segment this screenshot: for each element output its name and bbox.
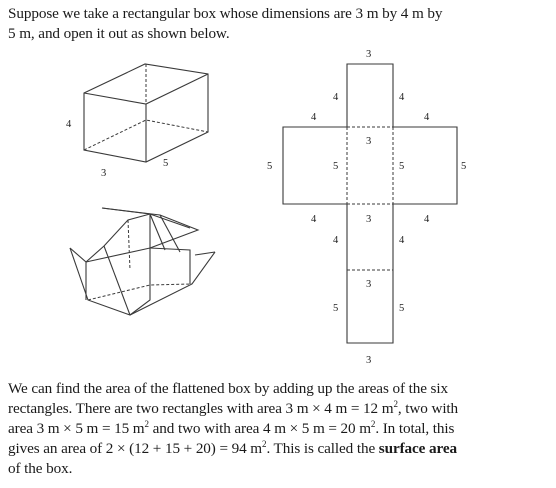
net-right-center-label: 5	[399, 161, 405, 172]
explanation-line-2: rectangles. There are two rectangles with area 3 m × 4 m = 12 m	[8, 400, 394, 417]
net-left-center-label: 5	[333, 161, 339, 172]
intro-line-1: Suppose we take a rectangular box whose dimensions are 3 m by 4 m by	[8, 5, 443, 22]
box-height-label: 4	[66, 119, 72, 130]
superscript: 2	[144, 418, 149, 429]
net-center-width-label: 3	[366, 136, 372, 147]
explanation-line-1: We can find the area of the flattened box by adding up the areas of the six	[8, 380, 448, 397]
net-right-flap-side-label: 5	[461, 161, 467, 172]
explanation-line-4: gives an area of 2 × (12 + 15 + 20) = 94 m	[8, 440, 263, 457]
superscript: 2	[393, 398, 398, 409]
explanation-line-2-end: , two with	[397, 400, 459, 417]
explanation-paragraph	[8, 379, 544, 479]
explanation-line-3: area 3 m × 5 m = 15 m	[8, 420, 145, 437]
net-left-flap-top-label: 4	[311, 112, 317, 123]
box-depth-label: 3	[101, 168, 107, 179]
opening-box-drawing	[70, 208, 215, 315]
explanation-line-3-mid: and two with area 4 m × 5 m = 20 m	[148, 420, 371, 437]
explanation-line-3-end: . In total, this	[375, 420, 455, 437]
net-bottom-inner-width-label: 3	[366, 279, 372, 290]
closed-box-drawing	[66, 64, 208, 179]
net-left-flap-side-label: 5	[267, 161, 273, 172]
net-right-flap-top-label: 4	[424, 112, 430, 123]
net-left-flap-bottom-label: 4	[311, 214, 317, 225]
net-middle-width-label: 3	[366, 214, 372, 225]
explanation-line-5: of the box.	[8, 460, 73, 477]
net-lower-left-side-label: 4	[333, 235, 339, 246]
surface-area-term: surface area	[378, 440, 458, 457]
intro-line-2: 5 m, and open it out as shown below.	[8, 25, 230, 42]
net-top-right-side-label: 4	[399, 92, 405, 103]
superscript: 2	[370, 418, 376, 429]
superscript: 2	[262, 438, 267, 449]
net-lower-right-side-label: 4	[399, 235, 405, 246]
net-top-left-side-label: 4	[333, 92, 339, 103]
box-net-drawing	[267, 49, 466, 366]
net-bottom-width-label: 3	[366, 355, 372, 366]
box-width-label: 5	[163, 158, 169, 169]
net-right-flap-bottom-label: 4	[424, 214, 430, 225]
explanation-line-4-mid: . This is called the	[266, 440, 379, 457]
net-bottom-right-side-label: 5	[399, 303, 405, 314]
net-bottom-left-side-label: 5	[333, 303, 339, 314]
net-top-width-label: 3	[366, 49, 372, 60]
